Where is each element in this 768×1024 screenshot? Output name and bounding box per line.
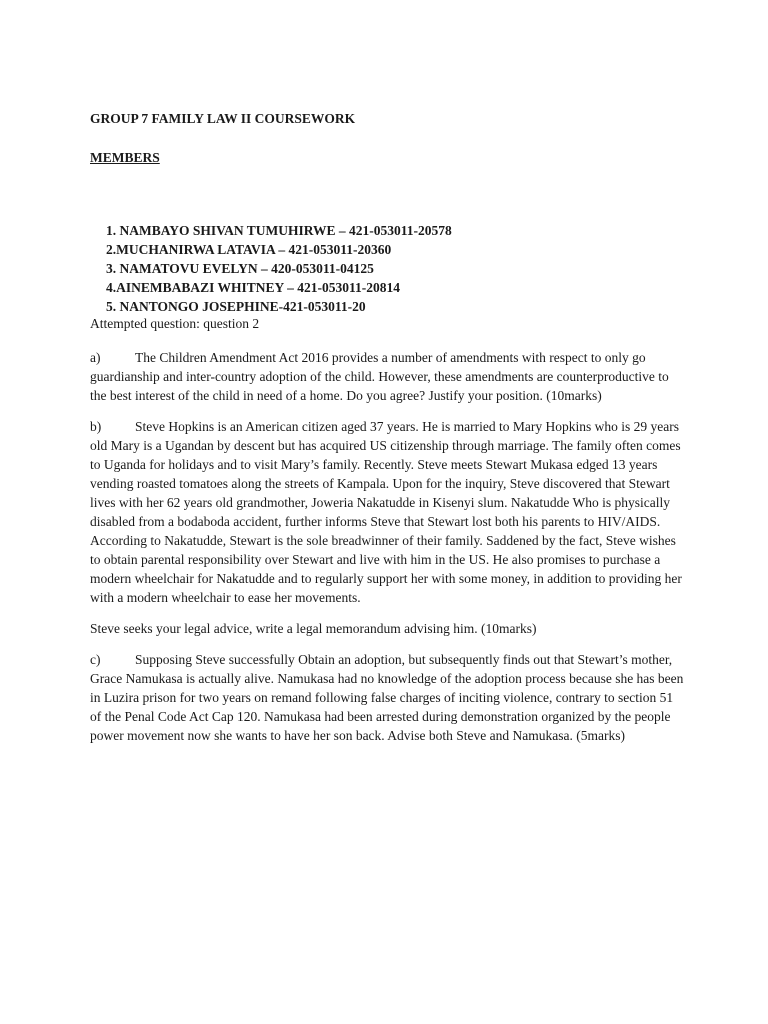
- question-b-label: b): [90, 419, 102, 434]
- question-c-text: Supposing Steve successfully Obtain an adoption, but subsequently finds out that Stewart’s mother, Grace Namukasa is actually alive. Namukasa had no knowledge of the adoption process because she has been in Luzira prison for two years on remand following false charges of inciting violence, contrary to section 51 of the Penal Code Act Cap 120. Namukasa had been arrested during demonstration organized by the people power movement now she wants to have her son back. Advise both Steve and Namukasa. (5marks): [90, 652, 684, 743]
- document-content: [90, 110, 685, 745]
- member-item-4: 4.AINEMBABAZI WHITNEY – 421-053011-20814: [106, 280, 401, 295]
- attempted-question: Attempted question: question 2: [90, 316, 260, 331]
- question-b: [90, 417, 685, 607]
- question-c-label: c): [90, 652, 101, 667]
- member-item-5: 5. NANTONGO JOSEPHINE-421-053011-20: [106, 299, 366, 314]
- member-item-1: 1. NAMBAYO SHIVAN TUMUHIRWE – 421-053011-20578: [106, 223, 452, 238]
- question-c: [90, 650, 685, 745]
- question-a: [90, 348, 685, 405]
- member-item-3: 3. NAMATOVU EVELYN – 420-053011-04125: [106, 261, 374, 276]
- question-a-label: a): [90, 350, 101, 365]
- member-item-2: 2.MUCHANIRWA LATAVIA – 421-053011-20360: [106, 242, 392, 257]
- question-a-text: The Children Amendment Act 2016 provides a number of amendments with respect to only go guardianship and inter-country adoption of the child. However, these amendments are counterproductive to the best interest of the child in need of a home. Do you agree? Justify your position. (10marks): [90, 350, 669, 403]
- members-heading: MEMBERS: [90, 150, 160, 165]
- document-title: GROUP 7 FAMILY LAW II COURSEWORK: [90, 111, 356, 126]
- question-b-text: Steve Hopkins is an American citizen aged 37 years. He is married to Mary Hopkins who is 29 years old Mary is a Ugandan by descent but has acquired US citizenship through marriage. The family often comes to Uganda for holidays and to visit Mary’s family. Recently. Steve meets Stewart Mukasa edged 13 years vending roasted tomatoes along the streets of Kampala. Upon for the inquiry, Steve discovered that Stewart lives with her 62 years old grandmother, Joweria Nakatudde in Kisenyi slum. Nakatudde Who is physically disabled from a bodaboda accident, further informs Steve that Stewart lost both his parents to HIV/AIDS. According to Nakatudde, Stewart is the sole breadwinner of their family. Saddened by the fact, Steve wishes to obtain parental responsibility over Stewart and live with him in the US. He also promises to purchase a modern wheelchair for Nakatudde and to regularly support her with some money, in addition to providing her with a modern wheelchair to ease her movements.: [90, 419, 682, 605]
- member-list: [90, 221, 685, 316]
- question-b-advice: Steve seeks your legal advice, write a legal memorandum advising him. (10marks): [90, 621, 537, 636]
